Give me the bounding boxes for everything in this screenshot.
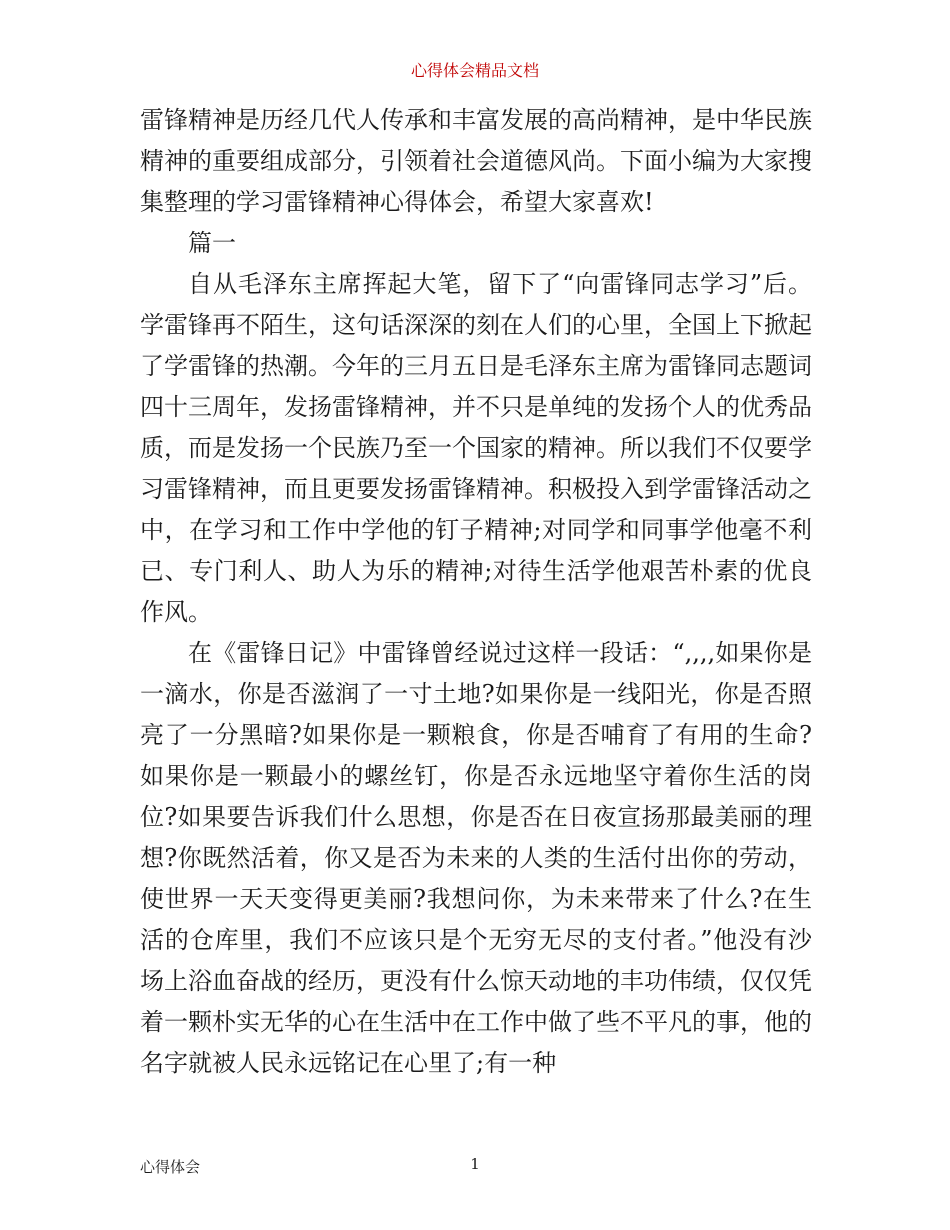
body-paragraph: 自从毛泽东主席挥起大笔，留下了“向雷锋同志学习”后。学雷锋再不陌生，这句话深深的刻在人们的心里，全国上下掀起了学雷锋的热潮。今年的三月五日是毛泽东主席为雷锋同志题词四十三周年，发扬雷锋精神，并不只是单纯的发扬个人的优秀品质，而是发扬一个民族乃至一个国家的精神。所以我们不仅要学习雷锋精神，而且更要发扬雷锋精神。积极投入到学雷锋活动之中，在学习和工作中学他的钉子精神;对同学和同事学他毫不利已、专门利人、助人为乐的精神;对待生活学他艰苦朴素的优良作风。	[140, 270, 812, 626]
page-header-title: 心得体会精品文档	[410, 61, 539, 80]
page-number: 1	[470, 1155, 480, 1173]
document-body	[140, 100, 812, 1084]
section-heading: 篇一	[188, 229, 236, 257]
body-paragraph: 在《雷锋日记》中雷锋曾经说过这样一段话：“,,,,如果你是一滴水，你是否滋润了一寸土地?如果你是一线阳光，你是否照亮了一分黑暗?如果你是一颗粮食，你是否哺育了有用的生命?如果你是一颗最小的螺丝钉，你是否永远地坚守着你生活的岗位?如果要告诉我们什么思想，你是否在日夜宣扬那最美丽的理想?你既然活着，你又是否为未来的人类的生活付出你的劳动，使世界一天天变得更美丽?我想问你，为未来带来了什么?在生活的仓库里，我们不应该只是个无穷无尽的支付者。”他没有沙场上浴血奋战的经历，更没有什么惊天动地的丰功伟绩，仅仅凭着一颗朴实无华的心在生活中在工作中做了些不平凡的事，他的名字就被人民永远铭记在心里了;有一种	[140, 639, 812, 1077]
footer-label: 心得体会	[140, 1158, 201, 1176]
intro-paragraph: 雷锋精神是历经几代人传承和丰富发展的高尚精神，是中华民族精神的重要组成部分，引领着社会道德风尚。下面小编为大家搜集整理的学习雷锋精神心得体会，希望大家喜欢!	[140, 106, 812, 216]
